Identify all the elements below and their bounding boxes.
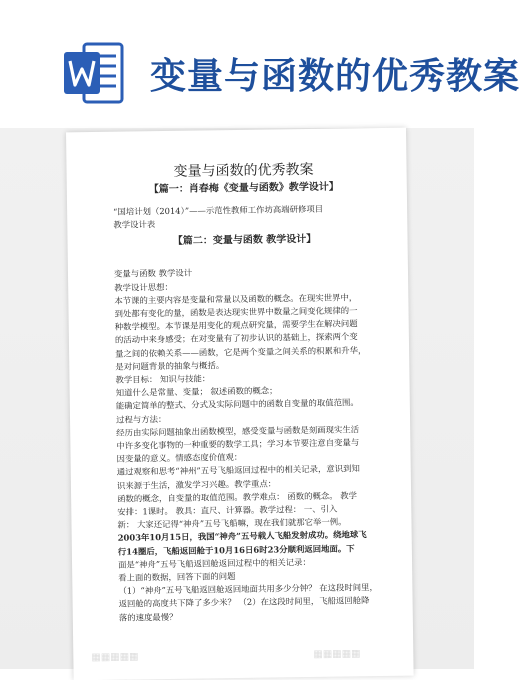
body-line: 是对问题背景的抽象与概括。 — [115, 360, 225, 372]
body-line: 经历由实际问题抽象出函数模型，感受变量与函数是刻画现实生活 — [116, 424, 360, 438]
body-line: 的活动中来身感受；在对变量有了初步认识的基础上，探索两个变 — [114, 331, 358, 346]
body-line: 因变量的意义。情感态度价值观： — [116, 452, 243, 464]
body-line: 通过观察和思考“神州”五号飞船返回过程中的相关记录，意识到知 — [116, 463, 360, 478]
body-line: 教学目标： 知识与技能： — [115, 373, 211, 385]
body-line: 识来源于生活，激发学习兴趣。教学重点： — [116, 478, 277, 491]
watermark: ▦▦▦▦▦ — [91, 651, 139, 664]
banner-title: 变量与函数的优秀教案 — [150, 56, 520, 97]
body-line: 函数的概念，自变量的取值范围。教学难点： 函数的概念。 教学 — [117, 490, 358, 504]
section-heading-1: 【篇一：肖春梅《变量与函数》教学设计】 — [148, 181, 339, 196]
watermark: ▦▦▦▦▦ — [313, 648, 361, 660]
body-line: 安排：1课时。 教具：直尺、计算器。教学过程： 一、引入 — [117, 503, 338, 517]
body-line: 教学设计思想： — [114, 281, 173, 293]
word-document-icon — [62, 42, 124, 104]
document-page — [66, 128, 414, 680]
body-line: 中许多变化事物的一种重要的数学工具；学习本节要注意自变量与 — [116, 437, 360, 451]
body-line: 知道什么是常量、变量； 叙述函数的概念； — [115, 385, 278, 398]
document-banner — [0, 0, 520, 128]
body-line: 面是“神舟”五号飞船返回舱返回过程中的相关记录： — [117, 556, 311, 570]
body-line: 2003年10月15日，我国“神舟”五号载人飞船发射成功。绕地球飞 — [117, 529, 367, 544]
header-line: “国培计划（2014）”——示范性教师工作坊高端研修项目 — [113, 203, 324, 217]
body-line: 到处都有变化的量，函数是表达现实世界中数量之间变化规律的一 — [114, 305, 358, 319]
document-body — [114, 264, 381, 624]
header-line: 教学设计表 — [113, 219, 156, 230]
document-title: 变量与函数的优秀教案 — [173, 161, 314, 180]
body-line: （1）“神舟”五号飞船返回舱返回地面共用多少分钟？ 在这段时间里， — [118, 582, 378, 596]
section-heading-2: 【篇二：变量与函数 教学设计】 — [172, 234, 317, 248]
body-line: 行14圈后，飞船返回舱于10月16日6时23分顺利返回地面。下 — [117, 543, 355, 557]
body-line: 量之间的依赖关系——函数，它是两个变量之间关系的积累和升华， — [115, 344, 367, 359]
body-line: 落的速度最慢？ — [118, 611, 178, 623]
body-line: 新： 大家还记得“神舟”五号飞船嘛，现在我们就那它举一例。 — [117, 516, 347, 530]
body-line: 看上面的数据，回答下面的问题 — [118, 571, 236, 583]
body-line: 过程与方法： — [115, 413, 167, 425]
document-content — [112, 160, 380, 625]
body-line: 返回舱的高度共下降了多少米？ （2）在这段时间里，飞船返回舱降 — [118, 595, 370, 610]
body-line: 种数学模型。本节课是用变化的观点研究量，需要学生在解决问题 — [114, 318, 358, 332]
body-line: 变量与函数 教学设计 — [113, 268, 193, 280]
body-line: 本节课的主要内容是变量和常量以及函数的概念。在现实世界中， — [114, 292, 358, 306]
body-line: 能确定简单的整式、分式及实际问题中的函数自变量的取值范围。 — [115, 397, 359, 412]
